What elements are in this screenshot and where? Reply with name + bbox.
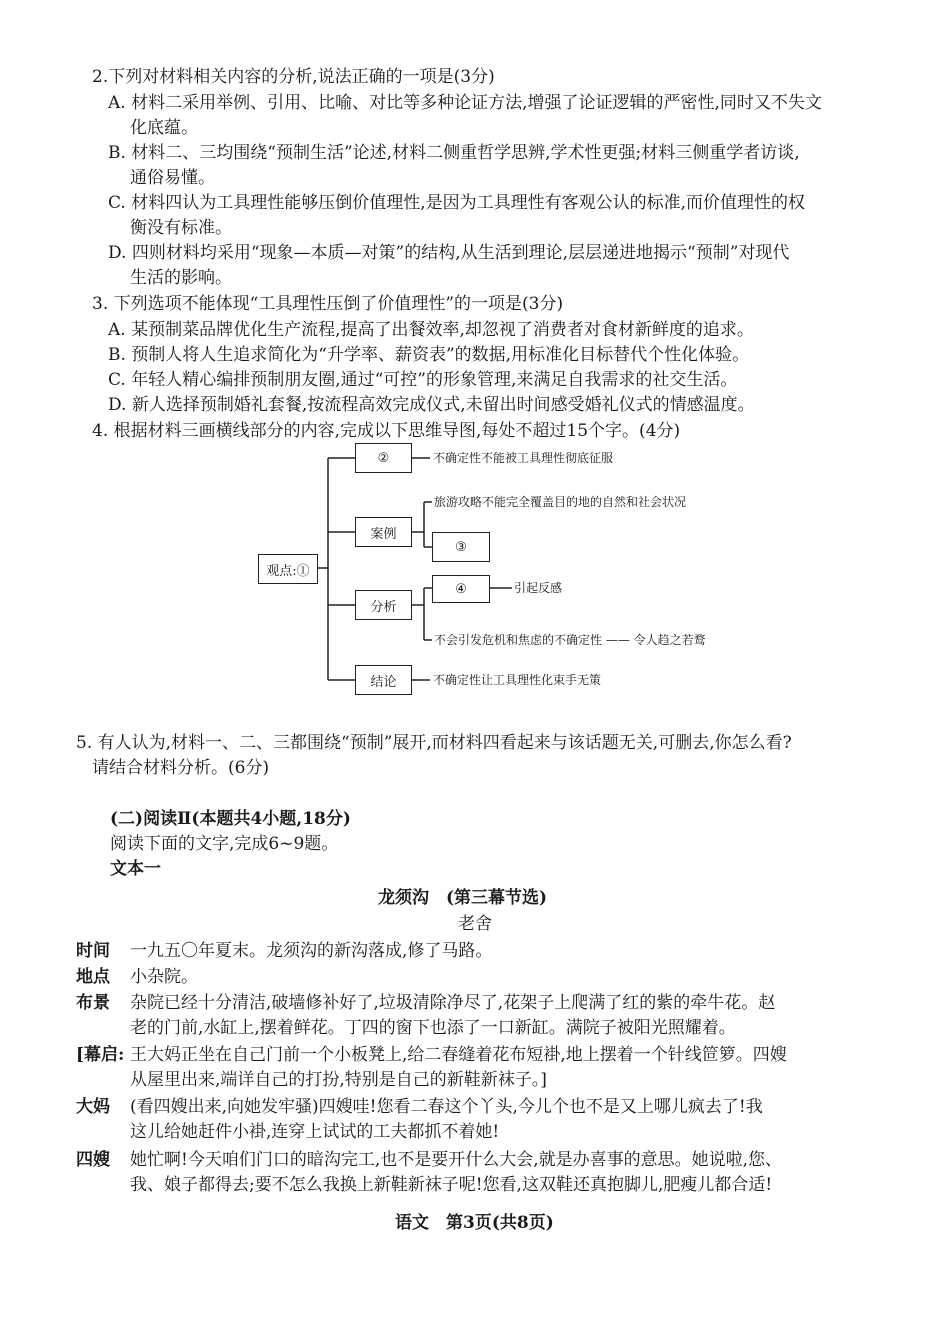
mind-map-conclusion-note: 不确定性让工具理性化束手无策 (433, 673, 602, 687)
q3-option-c: C. 年轻人精心编排预制朋友圈,通过“可控”的形象管理,来满足自我需求的社交生活。 (108, 370, 738, 390)
mind-map-case: 案例 (355, 517, 412, 547)
dama-line-1: (看四嫂出来,向她发牢骚)四嫂哇!您看二春这个丫头,今儿个也不是又上哪儿疯去了!我 (130, 1097, 763, 1117)
q3-option-b: B. 预制人将人生追求简化为“升学率、薪资表”的数据,用标准化目标替代个性化体验。 (108, 345, 750, 365)
text-label: 文本一 (110, 859, 161, 879)
opening-line-1: 王大妈正坐在自己门前一个小板凳上,给二春缝着花布短褂,地上摆着一个针线笸箩。四嫂 (130, 1045, 787, 1065)
set-label: 布景 (76, 993, 110, 1013)
page-footer: 语文 第3页(共8页) (395, 1213, 554, 1233)
q2-option-b-cont: 通俗易懂。 (130, 168, 215, 188)
time-label: 时间 (76, 941, 110, 961)
time-text: 一九五〇年夏末。龙须沟的新沟落成,修了马路。 (130, 941, 493, 961)
set-line-1: 杂院已经十分清洁,破墙修补好了,垃圾清除净尽了,花架子上爬满了红的紫的牵牛花。赵 (130, 993, 776, 1013)
q2-option-c: C. 材料四认为工具理性能够压倒价值理性,是因为工具理性有客观公认的标准,而价值理性的权 (108, 193, 806, 213)
q3-option-d: D. 新人选择预制婚礼套餐,按流程高效完成仪式,未留出时间感受婚礼仪式的情感温度。 (108, 395, 755, 415)
q2-option-a-cont: 化底蕴。 (130, 118, 198, 138)
q2-option-b: B. 材料二、三均围绕“预制生活”论述,材料二侧重哲学思辨,学术性更强;材料三侧重学者访谈, (108, 143, 800, 163)
place-label: 地点 (76, 967, 110, 987)
q2-option-d: D. 四则材料均采用“现象—本质—对策”的结构,从生活到理论,层层递进地揭示“预制”对现代 (108, 243, 790, 263)
mind-map-root: 观点:① (258, 554, 318, 584)
q2-stem: 2.下列对材料相关内容的分析,说法正确的一项是(3分) (92, 67, 495, 87)
sisao-label: 四嫂 (76, 1150, 110, 1170)
q4-stem: 4. 根据材料三画横线部分的内容,完成以下思维导图,每处不超过15个字。(4分) (92, 421, 681, 441)
q2-option-c-cont: 衡没有标准。 (130, 218, 232, 238)
play-subtitle: (第三幕节选) (446, 888, 548, 908)
section-instructions: 阅读下面的文字,完成6~9题。 (110, 834, 339, 854)
sisao-line-2: 我、娘子都得去;要不怎么我换上新鞋新袜子呢!您看,这双鞋还真抱脚儿,肥瘦儿都合适! (130, 1175, 773, 1195)
dama-label: 大妈 (76, 1097, 110, 1117)
q2-option-d-cont: 生活的影响。 (130, 268, 232, 288)
sisao-line-1: 她忙啊!今天咱们门口的暗沟完工,也不是要开什么大会,就是办喜事的意思。她说啦,您、 (130, 1150, 783, 1170)
set-line-2: 老的门前,水缸上,摆着鲜花。丁四的窗下也添了一口新缸。满院子被阳光照耀着。 (130, 1018, 736, 1038)
mind-map-blank-3: ③ (432, 532, 490, 562)
play-title: 龙须沟 (378, 888, 429, 908)
opening-label: [幕启: (76, 1045, 125, 1065)
mind-map-conclusion: 结论 (355, 665, 412, 695)
q2-option-a: A. 材料二采用举例、引用、比喻、对比等多种论证方法,增强了论证逻辑的严密性,同时又不失文 (108, 93, 822, 113)
mind-map-note-2: 不确定性不能被工具理性彻底征服 (433, 451, 614, 465)
section-heading: (二)阅读Ⅱ(本题共4小题,18分) (110, 809, 351, 829)
mind-map-blank-4: ④ (432, 575, 490, 603)
mind-map-case-note: 旅游攻略不能完全覆盖目的地的自然和社会状况 (434, 495, 687, 509)
mind-map-analysis: 分析 (355, 590, 412, 620)
mind-map-note-4: 引起反感 (514, 581, 563, 595)
place-text: 小杂院。 (130, 967, 198, 987)
q5-line-2: 请结合材料分析。(6分) (92, 758, 270, 778)
opening-line-2: 从屋里出来,端详自己的打扮,特别是自己的新鞋新袜子。] (130, 1070, 547, 1090)
mind-map-analysis-note: 不会引发危机和焦虑的不确定性 —— 令人趋之若鹜 (434, 633, 706, 647)
q3-stem: 3. 下列选项不能体现“工具理性压倒了价值理性”的一项是(3分) (92, 294, 564, 314)
q5-line-1: 5. 有人认为,材料一、二、三都围绕“预制”展开,而材料四看起来与该话题无关,可删去,你怎么看? (76, 733, 792, 753)
mind-map-blank-2: ② (355, 443, 412, 473)
dama-line-2: 这儿给她赶件小褂,连穿上试试的工夫都抓不着她! (130, 1122, 500, 1142)
play-author: 老舍 (458, 914, 492, 934)
q3-option-a: A. 某预制菜品牌优化生产流程,提高了出餐效率,却忽视了消费者对食材新鲜度的追求。 (108, 320, 754, 340)
